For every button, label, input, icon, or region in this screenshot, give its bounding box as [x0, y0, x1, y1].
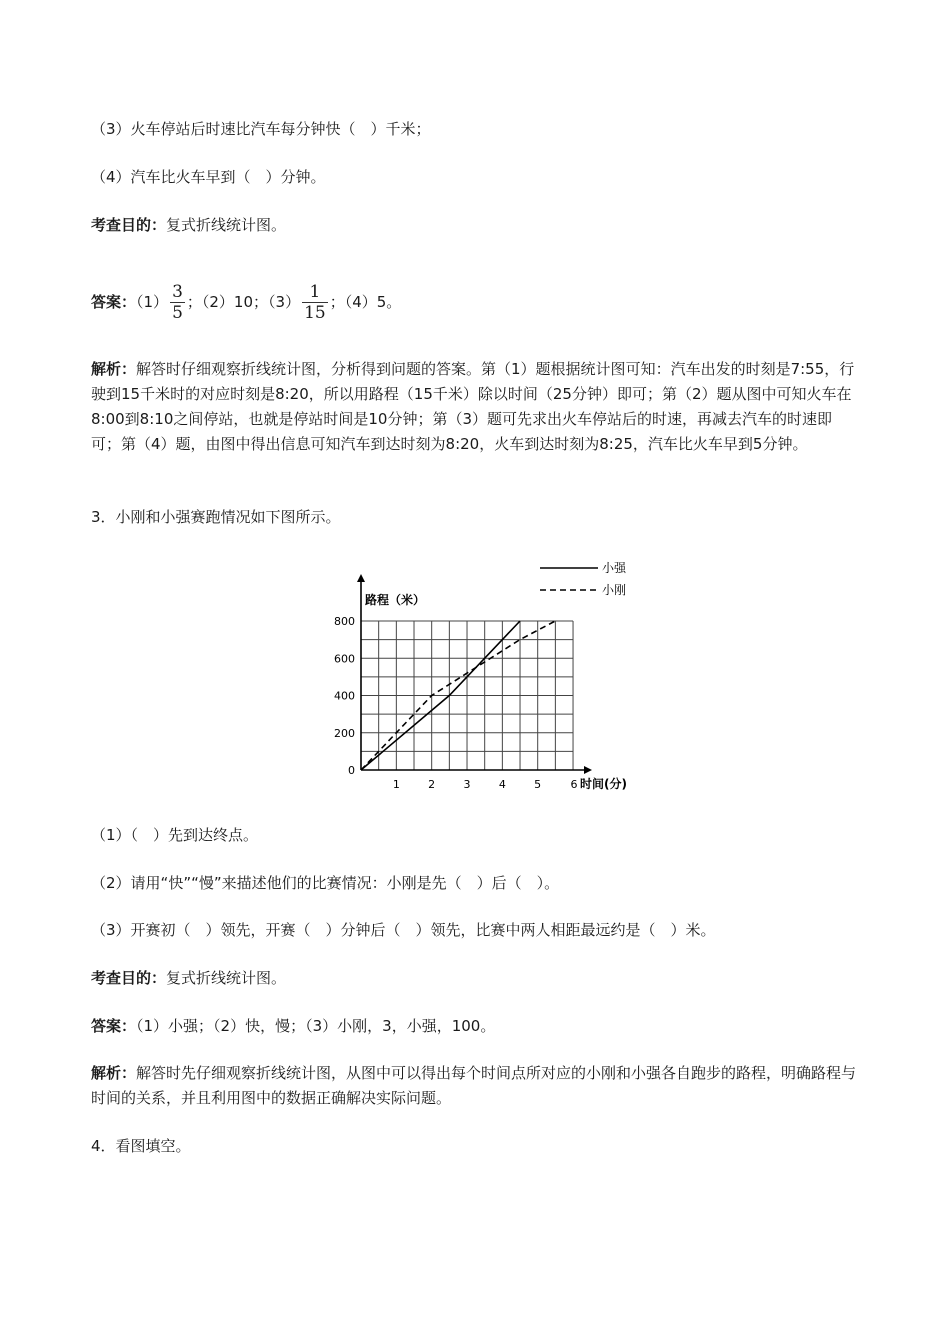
q3-item-2: （2）请用“快”“慢”来描述他们的比赛情况：小刚是先（ ）后（ ）。: [91, 874, 560, 892]
q3-item-1: （1）（ ）先到达终点。: [91, 826, 259, 844]
chart-ticks: [334, 615, 578, 791]
y-tick-label: 800: [334, 615, 355, 628]
q3-purpose-text: 复式折线统计图。: [166, 969, 287, 987]
q2-item-3: （3）火车停站后时速比汽车每分钟快（ ）千米；: [91, 120, 431, 138]
x-axis-label: 时间(分): [580, 777, 627, 791]
q2-purpose: [91, 213, 286, 237]
q2-answer-part1: （1）: [136, 293, 169, 311]
x-axis-arrow: [584, 766, 592, 774]
fraction-2-numerator: 1: [302, 282, 328, 303]
x-tick-label: 3: [463, 778, 471, 791]
y-tick-label: 400: [334, 689, 355, 703]
q2-answer: [91, 282, 401, 323]
q4-title: 4．看图填空。: [91, 1137, 191, 1155]
y-axis-label: 路程（米）: [365, 593, 426, 607]
legend-label-xiaoqiang: 小强: [602, 561, 627, 575]
q3-purpose: [91, 966, 286, 990]
y-axis-arrow: [357, 574, 365, 582]
q2-answer-part3: ；（4）5。: [329, 293, 402, 311]
fraction-2-denominator: 15: [304, 303, 326, 323]
q2-analysis: [91, 357, 861, 457]
q3-answer: [91, 1014, 495, 1038]
chart-grid: [361, 621, 573, 770]
x-tick-label: 4: [498, 778, 506, 791]
q3-answer-label: 答案：: [91, 1017, 137, 1035]
q2-analysis-text: 解答时仔细观察折线统计图，分析得到问题的答案。第（1）题根据统计图可知：汽车出发的时刻是7:55，行驶到15千米时的对应时刻是8:20，所以用路程（15千米）除以时间（25分钟）即可；第（2）题从图中可知火车在8:00到8:10之间停站，也就是停站时间是10分钟；第（3）题可先求出火车停站后的时速，再减去汽车的时速即可；第（4）题，由图中得出信息可知汽车到达时刻为8:20，火车到达时刻为8:25，汽车比火车早到5分钟。: [91, 360, 855, 453]
x-tick-label: 5: [534, 778, 542, 791]
legend-label-xiaogang: 小刚: [602, 583, 627, 597]
q2-purpose-label: 考查目的：: [91, 216, 167, 234]
q2-answer-fraction-1: [170, 282, 185, 323]
chart-legend: [540, 561, 627, 597]
x-tick-label: 1: [392, 778, 400, 791]
q3-analysis-label: 解析：: [91, 1064, 137, 1082]
q3-title: 3．小刚和小强赛跑情况如下图所示。: [91, 508, 341, 526]
fraction-1-denominator: 5: [172, 303, 183, 323]
y-tick-label: 600: [334, 652, 355, 666]
q3-answer-text: （1）小强；（2）快，慢；（3）小刚，3，小强，100。: [136, 1017, 496, 1035]
y-tick-label: 0: [348, 764, 355, 777]
fraction-1-numerator: 3: [172, 282, 183, 302]
q2-analysis-label: 解析：: [91, 360, 137, 378]
q2-purpose-text: 复式折线统计图。: [166, 216, 287, 234]
x-tick-label: 6: [570, 778, 578, 791]
q3-analysis: [91, 1061, 861, 1111]
y-tick-label: 200: [334, 726, 355, 740]
q2-answer-fraction-2: [302, 282, 328, 323]
q2-answer-part2: ；（2）10；（3）: [186, 293, 301, 311]
q2-item-4: （4）汽车比火车早到（ ）分钟。: [91, 168, 326, 186]
q3-purpose-label: 考查目的：: [91, 969, 167, 987]
race-line-chart: [330, 552, 650, 797]
chart-axes: [357, 574, 627, 791]
q3-analysis-text: 解答时先仔细观察折线统计图，从图中可以得出每个时间点所对应的小刚和小强各自跑步的路程，明确路程与时间的关系，并且利用图中的数据正确解决实际问题。: [91, 1064, 857, 1107]
q3-item-3: （3）开赛初（ ）领先，开赛（ ）分钟后（ ）领先，比赛中两人相距最远约是（ ）米。: [91, 921, 716, 939]
x-tick-label: 2: [428, 778, 436, 791]
q2-answer-label: 答案：: [91, 293, 137, 311]
